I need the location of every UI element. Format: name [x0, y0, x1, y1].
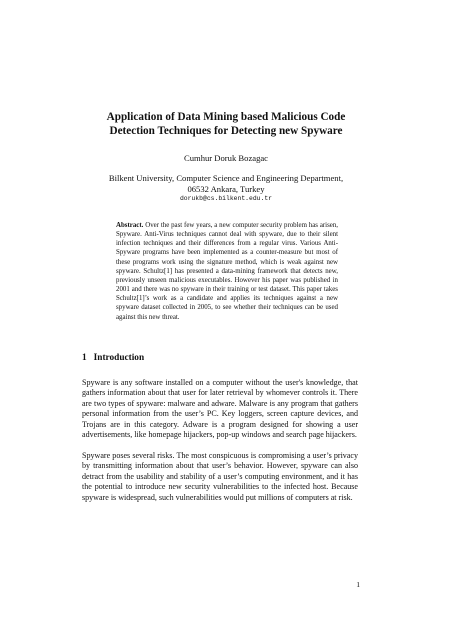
affiliation-line-2: 06532 Ankara, Turkey: [187, 183, 265, 194]
paper-title: [100, 110, 352, 138]
section-heading: [82, 352, 144, 364]
body-paragraph-1: Spyware is any software installed on a computer without the user's knowledge, that gathers information about that user for later retrieval by whomever controls it. There are two types of spyware: malware and adware. Malware is any program that gathers personal information from the user’s PC. Key loggers, screen capture devices, and Trojans are in this category. Adware is a program designed for showing a user advertisements, like homepage hijackers, pop-up windows and search page hijackers.: [82, 378, 358, 440]
body-paragraph-2: Spyware poses several risks. The most conspicuous is compromising a user’s privacy by transmitting information about that user’s behavior. However, spyware can also detract from the usability and stability of a user’s computing environment, and it has the potential to introduce new security vulnerabilities to the infected host. Because spyware is widespread, such vulnerabilities would put millions of computers at risk.: [82, 451, 358, 502]
affiliation-line-1: Bilkent University, Computer Science and Engineering Department,: [108, 173, 344, 183]
abstract-text: Over the past few years, a new computer security problem has arisen, Spyware. Anti-Virus techniques cannot deal with spyware, due to their silent infection techniques and their differences from a regular virus. Various Anti-Spyware programs have been implemented as a counter-measure but most of these programs work using the signature method, which is weak against new spyware. Schultz[1] has presented a data-mining framework that detects new, previously unseen malicious executables. However his paper was published in 2001 and there was no spyware in their training or test dataset. This paper takes Schultz[1]’s work as a candidate and applies its techniques against a new spyware dataset collected in 2005, to see whether their techniques can be used against this new threat.: [116, 222, 338, 321]
title-line-2: Detection Techniques for Detecting new Spyware: [109, 125, 343, 137]
author-email: dorukb@cs.bilkent.edu.tr: [179, 195, 273, 202]
abstract-label: Abstract.: [116, 222, 144, 229]
author-name: Cumhur Doruk Bozagac: [183, 153, 268, 163]
abstract: [116, 221, 338, 322]
title-line-1: Application of Data Mining based Malicious Code: [106, 111, 346, 123]
page-number: 1: [356, 580, 360, 589]
section-number: 1: [82, 353, 87, 363]
affiliation: [60, 173, 392, 194]
section-title: Introduction: [93, 353, 145, 363]
